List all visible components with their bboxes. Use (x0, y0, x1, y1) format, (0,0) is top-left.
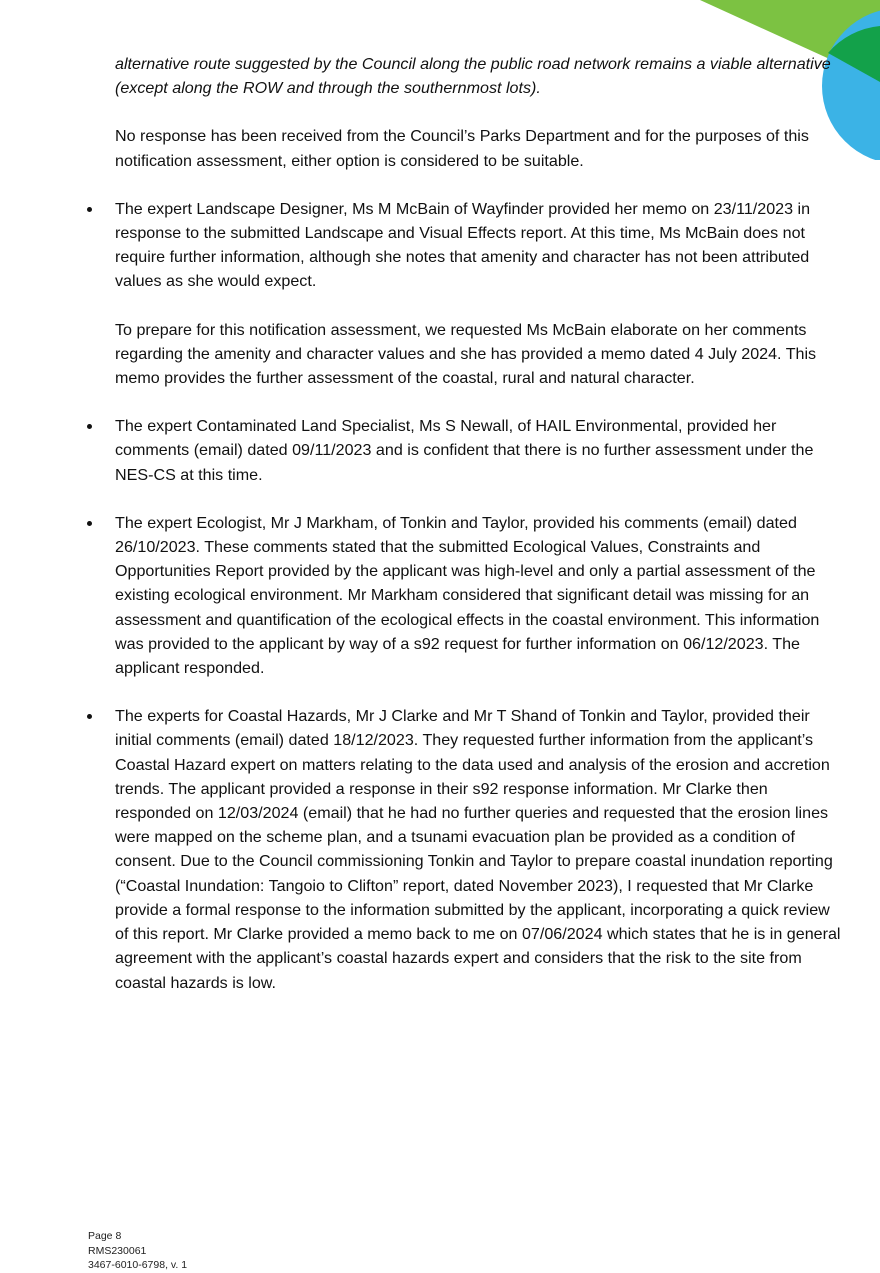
bullet-dot (87, 207, 92, 212)
intro-italic-paragraph: alternative route suggested by the Council along the public road network remains a viable alternative (except along the ROW and through the southernmost lots). (115, 55, 831, 98)
bullet-contaminated-land (84, 414, 844, 487)
bullet-dot (87, 521, 92, 526)
coastal-hazards-paragraph: The experts for Coastal Hazards, Mr J Clarke and Mr T Shand of Tonkin and Taylor, provided their initial comments (email) dated 18/12/2023. They requested further information from the applicant’s Coastal Hazard expert on matters relating to the data used and analysis of the erosion and accretion trends. The applicant provided a response in their s92 response information. Mr Clarke then responded on 12/03/2024 (email) that he had no further queries and requested that the erosion lines were mapped on the scheme plan, and a tsunami evacuation plan be provided as a condition of consent. Due to the Council commissioning Tonkin and Taylor to prepare coastal inundation reporting (“Coastal Inundation: Tangoio to Clifton” report, dated November 2023), I requested that Mr Clarke provide a formal response to the information submitted by the applicant, incorporating a quick review of this report. Mr Clarke provided a memo back to me on 07/06/2024 which states that he is in general agreement with the applicant’s coastal hazards expert and considers that the risk to the site from coastal hazards is low. (115, 707, 841, 992)
document-body (84, 52, 844, 995)
document-id: 3467-6010-6798, v. 1 (88, 1259, 188, 1271)
page-footer (88, 1229, 187, 1273)
bullet-landscape (84, 197, 844, 390)
landscape-paragraph-1: The expert Landscape Designer, Ms M McBain of Wayfinder provided her memo on 23/11/2023 in response to the submitted Landscape and Visual Effects report. At this time, Ms McBain does not require further information, although she notes that amenity and character has not been attributed values as she would expect. (115, 199, 811, 291)
page-number: Page 8 (88, 1230, 122, 1242)
bullet-ecologist (84, 511, 844, 680)
bullet-coastal-hazards (84, 704, 844, 994)
landscape-paragraph-2: To prepare for this notification assessment, we requested Ms McBain elaborate on her comments regarding the amenity and character values and she has provided a memo dated 4 July 2024. This memo provides the further assessment of the coastal, rural and natural character. (115, 320, 817, 388)
bullet-dot (87, 714, 92, 719)
bullet-dot (87, 424, 92, 429)
reference-number: RMS230061 (88, 1244, 147, 1257)
parks-response-paragraph: No response has been received from the Council’s Parks Department and for the purposes of this notification assessment, either option is considered to be suitable. (115, 127, 809, 170)
contaminated-land-paragraph: The expert Contaminated Land Specialist, Ms S Newall, of HAIL Environmental, provided her comments (email) dated 09/11/2023 and is confident that there is no further assessment under the NES-CS at this time. (115, 417, 814, 484)
ecologist-paragraph: The expert Ecologist, Mr J Markham, of Tonkin and Taylor, provided his comments (email) dated 26/10/2023. These comments stated that the submitted Ecological Values, Constraints and Opportunities Report provided by the applicant was high-level and only a partial assessment of the existing ecological environment. Mr Markham considered that significant detail was missing for an assessment and quantification of the ecological effects in the coastal environment. This information was provided to the applicant by way of a s92 request for further information on 06/12/2023. The applicant responded. (115, 513, 820, 678)
